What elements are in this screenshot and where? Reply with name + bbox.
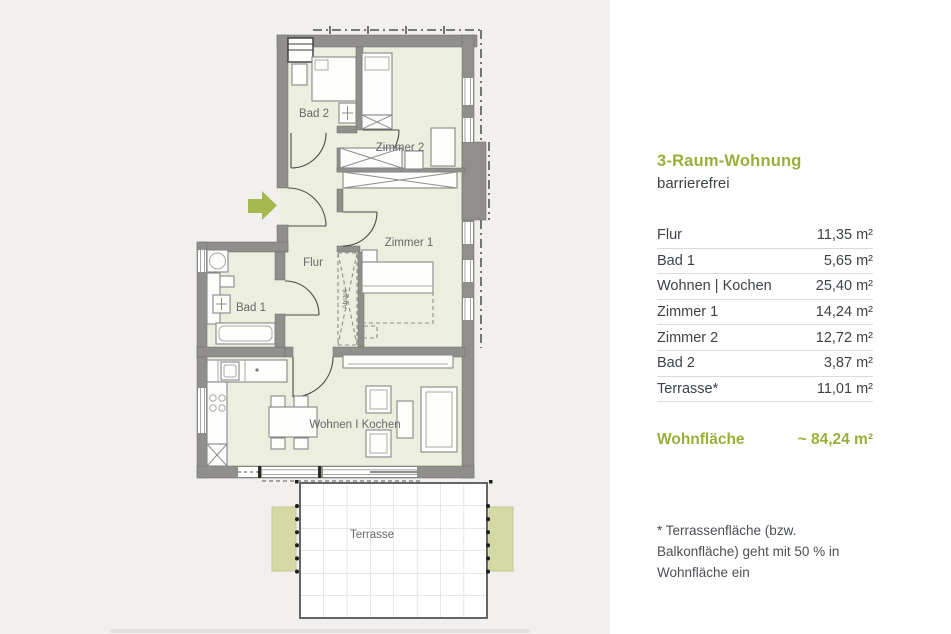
row-value: 3,87 m² (823, 355, 873, 372)
total-row (657, 431, 873, 449)
row-label: Wohnen | Kochen (657, 278, 772, 295)
row-value: 11,35 m² (816, 227, 873, 244)
row-label: Bad 2 (657, 355, 695, 372)
row-label: Flur (657, 227, 682, 244)
room-label-abstell: Abstell (342, 289, 349, 309)
room-label-bad1: Bad 1 (235, 302, 267, 314)
room-label-zimmer2: Zimmer 2 (375, 142, 425, 154)
row-label: Zimmer 2 (657, 329, 719, 346)
row-value: 11,01 m² (816, 380, 873, 397)
table-row (657, 223, 873, 249)
apartment-info-panel (610, 0, 951, 634)
terrace (262, 480, 513, 618)
table-row (657, 325, 873, 351)
page-edge (110, 629, 530, 633)
row-label: Terrasse* (657, 380, 719, 397)
table-row (657, 377, 873, 403)
room-label-wohnen-kochen: Wohnen I Kochen (309, 419, 401, 431)
total-value: ~ 84,24 m² (797, 431, 873, 449)
footnote: * Terrassenfläche (bzw. Balkonfläche) geht mit 50 % in Wohnfläche ein (657, 523, 840, 581)
total-label: Wohnfläche (657, 431, 745, 449)
table-row (657, 351, 873, 377)
room-label-bad2: Bad 2 (298, 108, 330, 120)
room-label-zimmer1: Zimmer 1 (384, 237, 434, 249)
row-value: 25,40 m² (815, 278, 873, 295)
room-label-flur: Flur (303, 257, 323, 269)
row-value: 5,65 m² (823, 252, 873, 269)
apartment-title: 3-Raum-Wohnung (657, 152, 802, 170)
row-value: 12,72 m² (815, 329, 873, 346)
area-table (657, 223, 873, 402)
table-row (657, 300, 873, 326)
entrance-arrow-icon (248, 191, 277, 220)
table-row (657, 249, 873, 275)
row-label: Bad 1 (657, 252, 695, 269)
row-value: 14,24 m² (815, 304, 873, 321)
row-label: Zimmer 1 (657, 304, 719, 321)
room-label-terrasse: Terrasse (349, 529, 395, 541)
table-row (657, 274, 873, 300)
apartment-subtitle: barrierefrei (657, 175, 730, 192)
